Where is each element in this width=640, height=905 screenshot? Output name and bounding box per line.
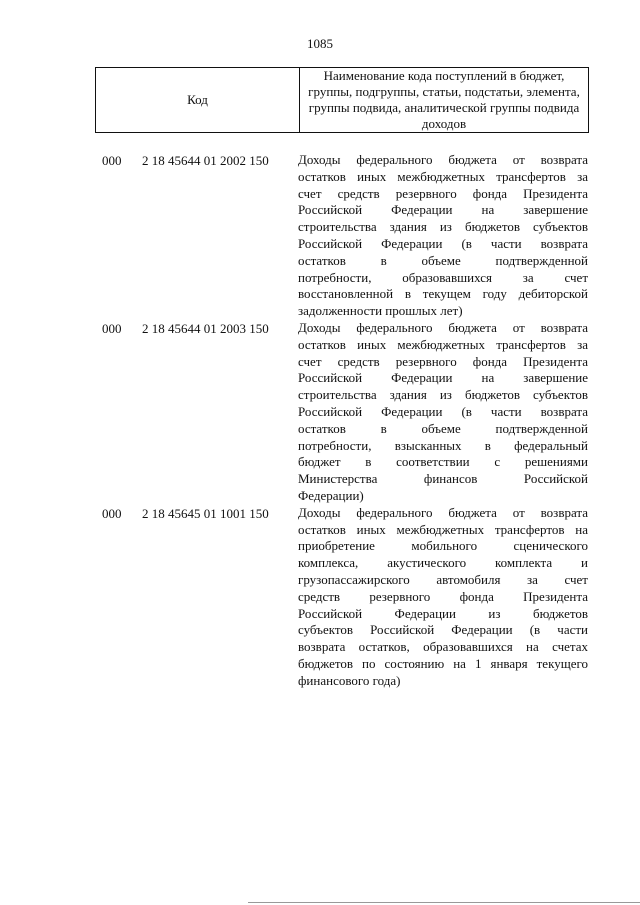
description-line: потребности, образовавшихся за счет xyxy=(298,269,588,285)
description-line: приобретение мобильного сценического xyxy=(298,538,588,554)
description-line: Российской Федерации на завершение xyxy=(298,202,588,218)
description-line: строительства здания из бюджетов субъектов xyxy=(298,387,588,403)
description-line: Доходы федерального бюджета от возврата xyxy=(298,319,588,335)
entries-list xyxy=(0,152,640,690)
description-line: Доходы федерального бюджета от возврата xyxy=(298,504,588,520)
description-line: Российской Федерации (в части возврата xyxy=(298,235,588,251)
description-line: возврата остатков, образовавшихся на счетах xyxy=(298,639,588,655)
header-code-label: Код xyxy=(96,68,300,133)
description-line: Доходы федерального бюджета от возврата xyxy=(298,152,588,167)
revenue-code: 2 18 45644 01 2003 150 xyxy=(142,320,269,336)
description-line: потребности, взысканных в федеральный xyxy=(298,437,588,453)
description-line: строительства здания из бюджетов субъектов xyxy=(298,219,588,235)
description-line: бюджетов по состоянию на 1 января текущего xyxy=(298,655,588,671)
header-name-label: Наименование кода поступлений в бюджет, группы, подгруппы, статьи, подстатьи, элемента, группы подвида, аналитической группы подвида доходов xyxy=(300,68,589,133)
header-table xyxy=(95,67,589,133)
description-line: субъектов Российской Федерации (в части xyxy=(298,622,588,638)
revenue-code: 2 18 45644 01 2002 150 xyxy=(142,153,269,168)
description-line: бюджет в соответствии с решениями xyxy=(298,454,588,470)
admin-code: 000 xyxy=(102,153,122,168)
page-number: 1085 xyxy=(307,36,333,51)
description-line: задолженности прошлых лет) xyxy=(298,303,463,319)
admin-code: 000 xyxy=(102,320,122,336)
page-edge-line xyxy=(248,902,640,903)
description-line: остатков в объеме подтвержденной xyxy=(298,252,588,268)
entry-row xyxy=(0,320,640,505)
description-line: остатков иных межбюджетных трансфертов на xyxy=(298,521,588,537)
description-line: восстановленной в текущем году дебиторской xyxy=(298,286,588,302)
entry-row xyxy=(0,152,640,320)
description-line: счет средств резервного фонда Президента xyxy=(298,353,588,369)
revenue-description xyxy=(298,320,588,505)
revenue-description xyxy=(298,152,588,320)
description-line: Федерации) xyxy=(298,487,364,503)
description-line: Российской Федерации на завершение xyxy=(298,370,588,386)
revenue-code: 2 18 45645 01 1001 150 xyxy=(142,505,269,521)
description-line: финансового года) xyxy=(298,672,401,688)
description-line: грузопассажирского автомобиля за счет xyxy=(298,571,588,587)
description-line: счет средств резервного фонда Президента xyxy=(298,185,588,201)
description-line: остатков иных межбюджетных трансфертов за xyxy=(298,336,588,352)
revenue-description xyxy=(298,505,588,690)
description-line: остатков в объеме подтвержденной xyxy=(298,420,588,436)
description-line: Российской Федерации (в части возврата xyxy=(298,403,588,419)
description-line: остатков иных межбюджетных трансфертов за xyxy=(298,168,588,184)
admin-code: 000 xyxy=(102,505,122,521)
description-line: комплекса, акустического комплекта и xyxy=(298,555,588,571)
description-line: Российской Федерации из бюджетов xyxy=(298,605,588,621)
entry-row xyxy=(0,505,640,690)
description-line: средств резервного фонда Президента xyxy=(298,588,588,604)
description-line: Министерства финансов Российской xyxy=(298,471,588,487)
